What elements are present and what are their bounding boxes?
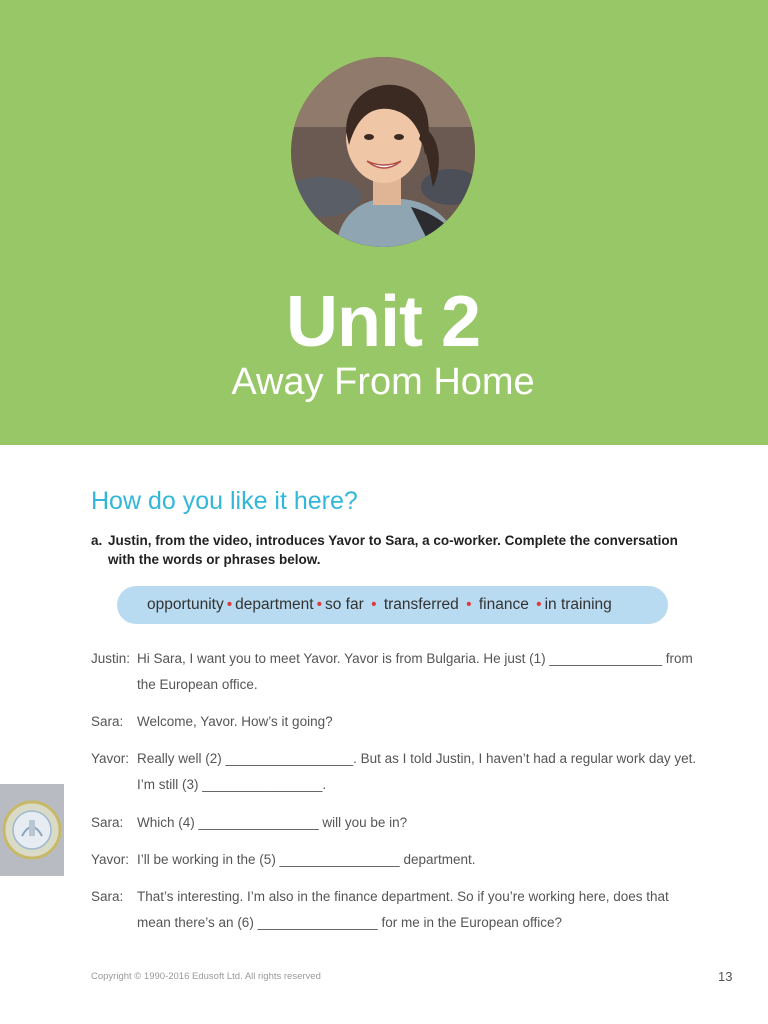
dialogue-line (91, 709, 701, 735)
word-bank-list (147, 586, 612, 624)
separator-dot-icon: • (466, 596, 472, 613)
speaker-name: Justin: (91, 651, 131, 666)
speaker-name: Yavor: (91, 751, 130, 766)
unit-header-banner (0, 0, 768, 445)
separator-dot-icon: • (226, 596, 233, 613)
dialogue-text: Welcome, Yavor. How’s it going? (137, 714, 333, 729)
separator-dot-icon: • (536, 596, 542, 613)
dialogue-text: Hi Sara, I want you to meet Yavor. Yavor is from Bulgaria. He just (1) _______________ from the European office. (137, 651, 693, 692)
exercise-instruction (91, 531, 701, 569)
dialogue-text: That’s interesting. I’m also in the finance department. So if you’re working here, does that mean there’s an (6) ________________ for me in the European office? (137, 889, 669, 930)
seal-emblem-icon (0, 784, 64, 876)
woman-portrait-image (291, 57, 475, 247)
word-bank-item: transferred (383, 596, 459, 613)
dialogue-line (91, 884, 701, 936)
dialogue-text: I’ll be working in the (5) ________________ department. (137, 852, 476, 867)
dialogue-text: Really well (2) _________________. But as I told Justin, I haven’t had a regular work day yet. I’m still (3) ________________. (137, 751, 697, 792)
separator-dot-icon: • (316, 596, 322, 613)
word-bank-item: opportunity (147, 596, 224, 613)
speaker-name: Yavor: (91, 852, 130, 867)
word-bank-item: department (235, 596, 314, 613)
dialogue-line (91, 847, 701, 873)
student-photo (291, 57, 475, 247)
word-bank-item: so far (325, 596, 364, 613)
section-title: How do you like it here? (91, 487, 358, 515)
dialogue-line (91, 646, 701, 698)
dialogue-line (91, 746, 701, 798)
instruction-text: Justin, from the video, introduces Yavor to Sara, a co-worker. Complete the conversation with the words or phrases below. (108, 533, 678, 567)
unit-subtitle: Away From Home (231, 361, 535, 403)
dialogue-text: Which (4) ________________ will you be in? (137, 815, 408, 830)
separator-dot-icon: • (371, 596, 377, 613)
instruction-label: a. (91, 533, 103, 548)
dialogue-line (91, 810, 701, 836)
unit-title: Unit 2 (285, 282, 480, 362)
speaker-name: Sara: (91, 714, 124, 729)
copyright-notice: Copyright © 1990-2016 Edusoft Ltd. All rights reserved (91, 971, 321, 982)
word-bank-item: finance (478, 596, 529, 613)
word-bank (117, 586, 668, 624)
word-bank-item: in training (544, 596, 612, 613)
school-seal (0, 784, 64, 876)
speaker-name: Sara: (91, 815, 124, 830)
speaker-name: Sara: (91, 889, 124, 904)
page-number: 13 (718, 969, 733, 984)
